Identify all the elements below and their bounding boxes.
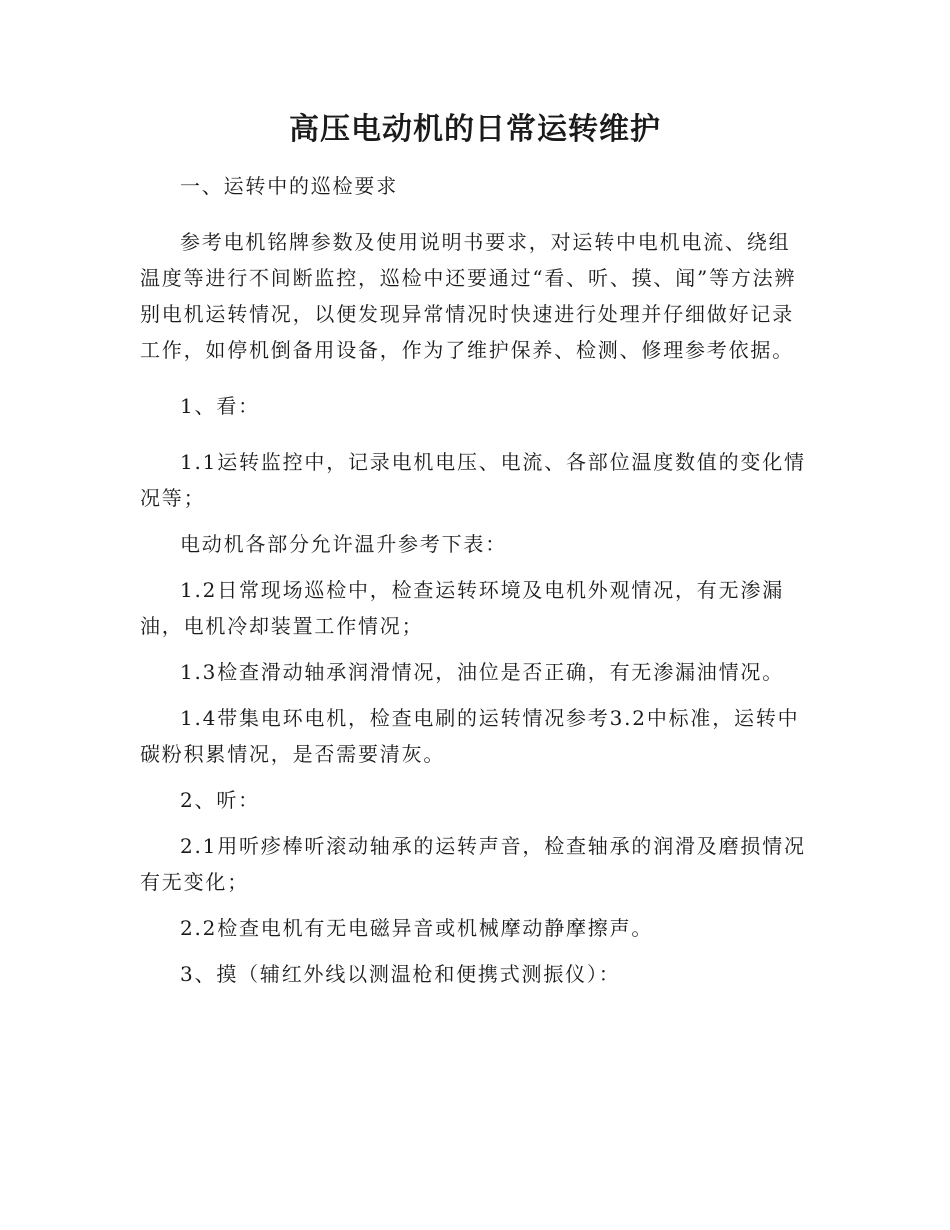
document-title: 高压电动机的日常运转维护 <box>289 112 661 147</box>
document-body <box>140 168 812 992</box>
item-2-2: 2.2检查电机有无电磁异音或机械摩动静摩擦声。 <box>180 916 654 940</box>
item-1-2: 1.2日常现场巡检中，检查运转环境及电机外观情况，有无渗漏油，电机冷却装置工作情况； <box>140 578 785 638</box>
heading-touch: 3、摸（辅红外线以测温枪和便携式测振仪）： <box>180 962 621 986</box>
heading-listen: 2、听： <box>180 788 260 812</box>
heading-look: 1、看： <box>180 394 260 418</box>
item-1-4: 1.4带集电环电机，检查电刷的运转情况参考3.2中标准，运转中碳粉积累情况，是否需要清灰。 <box>140 706 800 766</box>
item-1-1: 1.1运转监控中，记录电机电压、电流、各部位温度数值的变化情况等； <box>140 450 806 510</box>
item-2-1: 2.1用听疹棒听滚动轴承的运转声音，检查轴承的润滑及磨损情况有无变化； <box>140 834 806 894</box>
paragraph-temperature-note: 电动机各部分允许温升参考下表： <box>180 532 507 556</box>
paragraph-intro: 参考电机铭牌参数及使用说明书要求，对运转中电机电流、绕组温度等进行不间断监控，巡检中还要通过“看、听、摸、闻”等方法辨别电机运转情况，以便发现异常情况时快速进行处理并仔细做好记录工作，如停机倒备用设备，作为了维护保养、检测、修理参考依据。 <box>140 230 797 362</box>
item-1-3: 1.3检查滑动轴承润滑情况，油位是否正确，有无渗漏油情况。 <box>180 660 785 684</box>
section-heading-inspection: 一、运转中的巡检要求 <box>180 174 398 198</box>
